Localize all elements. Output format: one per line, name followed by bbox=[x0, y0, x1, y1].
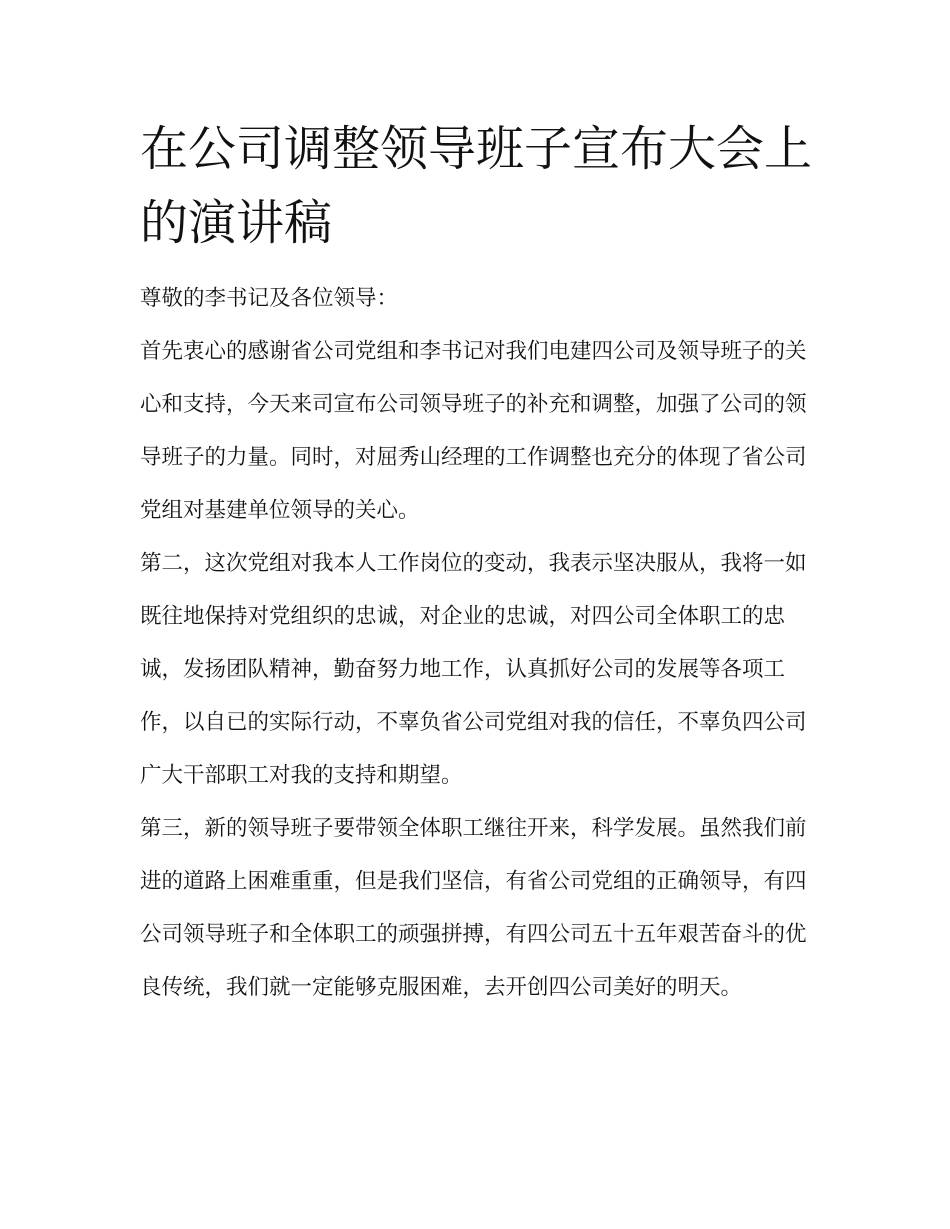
paragraph-1: 首先衷心的感谢省公司党组和李书记对我们电建四公司及领导班子的关心和支持，今天来司宣布公司领导班子的补充和调整，加强了公司的领导班子的力量。同时，对屈秀山经理的工作调整也充分的体现了省公司党组对基建单位领导的关心。 bbox=[140, 339, 807, 523]
salutation: 尊敬的李书记及各位领导： bbox=[140, 286, 399, 311]
paragraph-2: 第二，这次党组对我本人工作岗位的变动，我表示坚决服从，我将一如既往地保持对党组织的忠诚，对企业的忠诚，对四公司全体职工的忠诚，发扬团队精神，勤奋努力地工作，认真抓好公司的发展等各项工作，以自已的实际行动，不辜负省公司党组对我的信任，不辜负四公司广大干部职工对我的支持和期望。 bbox=[140, 551, 807, 788]
paragraph-3: 第三，新的领导班子要带领全体职工继往开来，科学发展。虽然我们前进的道路上困难重重，但是我们坚信，有省公司党组的正确领导，有四公司领导班子和全体职工的顽强拼搏，有四公司五十五年艰苦奋斗的优良传统，我们就一定能够克服困难，去开创四公司美好的明天。 bbox=[140, 816, 807, 1000]
document-page bbox=[140, 112, 812, 1014]
document-title: 在公司调整领导班子宣布大会上的演讲稿 bbox=[140, 121, 813, 251]
